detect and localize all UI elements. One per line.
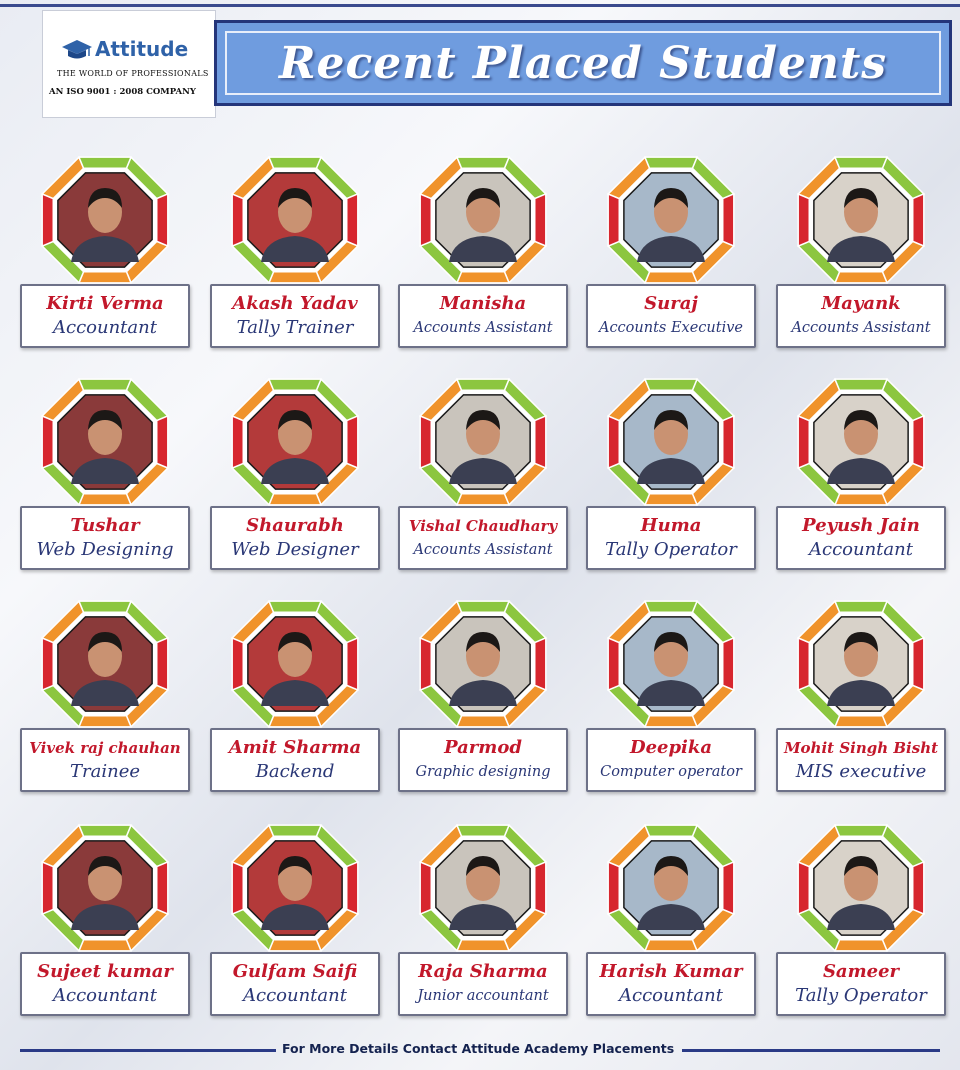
photo-frame [225,150,365,290]
student-name: Harish Kumar [599,961,743,982]
student-name: Manisha [439,293,527,314]
student-card [20,818,190,1028]
title-banner [214,20,952,106]
photo-frame [791,150,931,290]
student-role: Trainee [70,761,140,782]
name-plate [20,952,190,1016]
student-role: Web Designer [231,539,359,560]
photo-frame [225,818,365,958]
student-card [586,150,756,360]
photo-frame [35,150,175,290]
photo-frame [413,150,553,290]
student-name: Raja Sharma [418,961,548,982]
student-name: Huma [640,515,702,536]
name-plate [210,506,380,570]
student-role: Computer operator [600,764,742,780]
name-plate [776,506,946,570]
photo-frame [601,372,741,512]
student-role: Backend [255,761,335,782]
student-name: Gulfam Saifi [232,961,358,982]
student-role: Tally Operator [605,539,737,560]
student-name: Sujeet kumar [37,961,173,982]
name-plate [586,952,756,1016]
student-name: Tushar [70,515,140,536]
student-name: Peyush Jain [802,515,920,536]
student-name: Amit Sharma [228,737,362,758]
photo-frame [791,818,931,958]
name-plate [210,952,380,1016]
photo-frame [413,372,553,512]
student-card [210,150,380,360]
student-card [398,372,568,582]
student-name: Parmod [444,737,522,758]
student-name: Suraj [644,293,698,314]
photo-frame [35,372,175,512]
student-card [20,372,190,582]
name-plate [398,284,568,348]
student-card [586,594,756,804]
footer-text: For More Details Contact Attitude Academy Placements [282,1041,675,1056]
student-role: Accountant [53,985,157,1006]
student-card [210,594,380,804]
photo-frame [791,372,931,512]
student-name: Vivek raj chauhan [29,739,181,757]
photo-frame [601,594,741,734]
student-card [776,594,946,804]
student-name: Sameer [822,961,900,982]
logo [42,10,216,118]
student-card [586,818,756,1028]
student-card [586,372,756,582]
name-plate [20,284,190,348]
logo-tagline: THE WORLD OF PROFESSIONALS [57,69,209,78]
photo-frame [35,594,175,734]
student-role: Accountant [619,985,723,1006]
name-plate [586,506,756,570]
photo-frame [791,594,931,734]
student-role: Accountant [53,317,157,338]
photo-frame [35,818,175,958]
student-role: Accountant [243,985,347,1006]
student-card [776,372,946,582]
name-plate [398,728,568,792]
student-name: Mayank [821,293,901,314]
top-rule [0,4,960,7]
name-plate [776,952,946,1016]
student-name: Akash Yadav [232,293,358,314]
student-role: Web Designing [36,539,174,560]
student-name: Deepika [629,737,713,758]
student-name: Kirti Verma [46,293,164,314]
photo-frame [225,372,365,512]
logo-certification: AN ISO 9001 : 2008 COMPANY [49,87,196,97]
name-plate [776,284,946,348]
student-card [210,818,380,1028]
name-plate [20,506,190,570]
name-plate [20,728,190,792]
name-plate [398,952,568,1016]
photo-frame [413,818,553,958]
name-plate [586,284,756,348]
student-card [398,818,568,1028]
name-plate [776,728,946,792]
graduation-cap-icon [61,39,93,61]
student-card [210,372,380,582]
student-role: Junior accountant [417,988,549,1004]
student-name: Vishal Chaudhary [408,517,558,535]
footer-divider-right [682,1049,940,1052]
student-card [776,150,946,360]
footer-divider-left [20,1049,276,1052]
student-card [398,150,568,360]
student-role: Accounts Assistant [413,320,553,336]
name-plate [210,728,380,792]
student-name: Mohit Singh Bisht [783,739,939,757]
photo-frame [601,150,741,290]
student-card [776,818,946,1028]
student-role: Tally Trainer [236,317,354,338]
student-role: Accountant [809,539,913,560]
student-card [20,150,190,360]
student-role: MIS executive [795,761,927,782]
student-role: Graphic designing [415,764,551,780]
logo-name: Attitude [95,37,189,61]
student-role: Accounts Assistant [791,320,931,336]
student-card [20,594,190,804]
student-role: Accounts Assistant [413,542,553,558]
student-role: Accounts Executive [598,320,744,336]
photo-frame [225,594,365,734]
name-plate [210,284,380,348]
photo-frame [601,818,741,958]
student-name: Shaurabh [246,515,344,536]
student-card [398,594,568,804]
name-plate [398,506,568,570]
student-role: Tally Operator [795,985,927,1006]
photo-frame [413,594,553,734]
page-title: Recent Placed Students [278,37,888,89]
name-plate [586,728,756,792]
